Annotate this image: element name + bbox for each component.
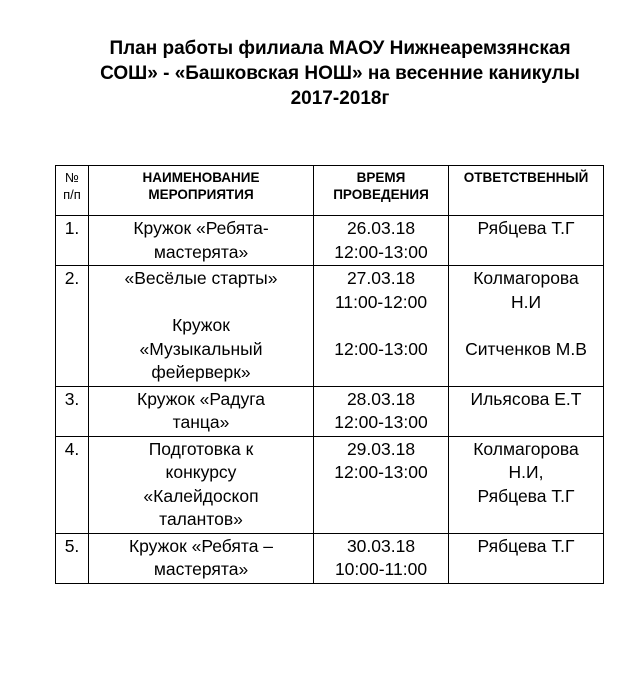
responsible-name: Колмагорова xyxy=(473,438,579,459)
event-text: конкурсу xyxy=(165,462,237,482)
header-time xyxy=(314,166,449,216)
table-row xyxy=(56,266,604,387)
event-text: Кружок «Ребята – xyxy=(128,535,274,556)
row-number: 3. xyxy=(56,386,89,436)
responsible-cell xyxy=(449,386,604,436)
event-text: мастерята» xyxy=(153,559,249,579)
table-row xyxy=(56,386,604,436)
event-text: Подготовка к xyxy=(148,438,254,459)
table-row xyxy=(56,533,604,583)
title-line-3: 2017-2018г xyxy=(290,88,390,109)
responsible-name: Рябцева Т.Г xyxy=(477,535,575,556)
event-time: 12:00-13:00 xyxy=(334,462,428,482)
title-line-1: План работы филиала МАОУ Нижнеаремзянская xyxy=(109,38,571,59)
event-time: 12:00-13:00 xyxy=(334,241,428,262)
header-time-line-2: ПРОВЕДЕНИЯ xyxy=(333,187,429,202)
event-cell xyxy=(89,216,314,266)
event-time: 12:00-13:00 xyxy=(334,412,428,432)
header-number xyxy=(56,166,89,216)
header-number-abbr: п/п xyxy=(63,187,81,202)
event-text: мастерята» xyxy=(153,241,249,262)
responsible-name: Н.И xyxy=(510,291,542,312)
row-number: 2. xyxy=(56,266,89,387)
event-date: 28.03.18 xyxy=(346,388,416,409)
responsible-cell xyxy=(449,216,604,266)
responsible-cell xyxy=(449,436,604,533)
responsible-name: Н.И, xyxy=(508,462,544,482)
time-cell xyxy=(314,436,449,533)
responsible-name: Ильясова Е.Т xyxy=(470,388,582,409)
responsible-name: Ситченков М.В xyxy=(465,338,587,359)
event-text: фейерверк» xyxy=(151,362,251,382)
header-responsible: ОТВЕТСТВЕННЫЙ xyxy=(449,166,604,216)
time-cell xyxy=(314,533,449,583)
event-cell xyxy=(89,436,314,533)
responsible-name: Рябцева Т.Г xyxy=(477,485,575,506)
header-time-line-1: ВРЕМЯ xyxy=(356,170,406,185)
event-time: 12:00-13:00 xyxy=(334,338,428,359)
table-row xyxy=(56,216,604,266)
event-date: 26.03.18 xyxy=(346,218,416,238)
time-cell xyxy=(314,386,449,436)
header-event-line-2: МЕРОПРИЯТИЯ xyxy=(148,187,254,202)
event-text: «Калейдоскоп xyxy=(143,485,259,506)
event-date: 30.03.18 xyxy=(346,535,416,556)
table-row xyxy=(56,436,604,533)
header-event xyxy=(89,166,314,216)
time-cell xyxy=(314,266,449,387)
schedule-table xyxy=(55,165,604,584)
header-event-line-1: НАИМЕНОВАНИЕ xyxy=(142,170,260,185)
event-time: 11:00-12:00 xyxy=(334,291,428,312)
event-text: талантов» xyxy=(159,509,243,529)
event-text: Кружок «Ребята- xyxy=(133,218,269,238)
event-text: «Музыкальный xyxy=(139,338,263,359)
row-number: 1. xyxy=(56,216,89,266)
responsible-cell xyxy=(449,533,604,583)
event-cell xyxy=(89,386,314,436)
event-text: Кружок «Радуга xyxy=(137,388,265,409)
responsible-cell xyxy=(449,266,604,387)
event-time: 10:00-11:00 xyxy=(334,559,428,579)
event-text: Кружок xyxy=(172,315,230,335)
event-date: 29.03.18 xyxy=(346,438,416,459)
row-number: 5. xyxy=(56,533,89,583)
row-number: 4. xyxy=(56,436,89,533)
document-title xyxy=(80,36,600,111)
title-line-2: СОШ» - «Башковская НОШ» на весенние каникулы xyxy=(100,63,580,84)
event-cell xyxy=(89,533,314,583)
event-text: танца» xyxy=(172,412,230,432)
time-cell xyxy=(314,216,449,266)
event-date: 27.03.18 xyxy=(346,268,416,288)
table-header-row xyxy=(56,166,604,216)
event-cell xyxy=(89,266,314,387)
event-text: «Весёлые старты» xyxy=(124,268,278,288)
responsible-name: Колмагорова xyxy=(473,268,579,288)
responsible-name: Рябцева Т.Г xyxy=(477,218,575,238)
header-number-symbol: № xyxy=(65,170,79,185)
